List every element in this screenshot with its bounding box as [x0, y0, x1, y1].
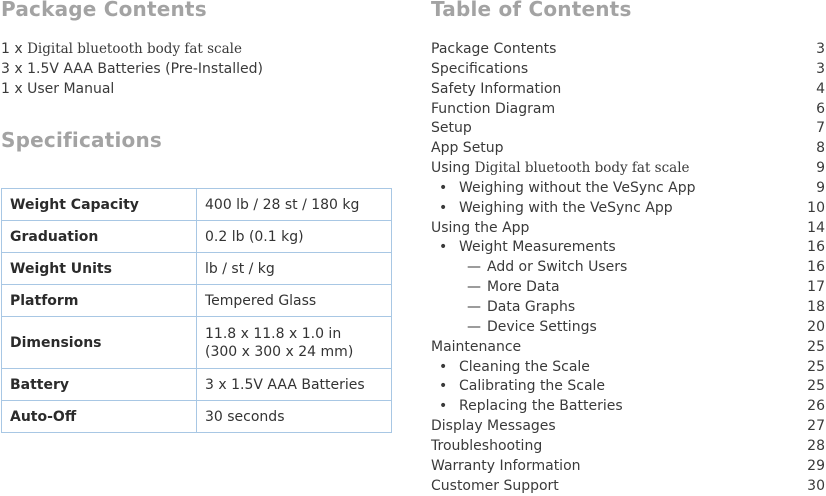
toc-entry[interactable] — [431, 257, 826, 277]
toc-entry-label: Replacing the Batteries — [459, 398, 623, 415]
toc-page-number: 29 — [807, 457, 825, 474]
toc-entry-label: Weight Measurements — [459, 239, 616, 256]
toc-entry[interactable] — [431, 39, 826, 59]
toc-entry[interactable] — [431, 297, 826, 317]
bullet-marker: • — [439, 378, 448, 395]
toc-page-number: 16 — [807, 259, 825, 276]
bullet-marker: • — [439, 179, 448, 196]
toc-entry-label: Safety Information — [431, 80, 562, 97]
toc-page-number: 9 — [816, 179, 825, 196]
bullet-marker: • — [439, 398, 448, 415]
specifications-heading: Specifications — [1, 128, 163, 152]
spec-label: Battery — [2, 369, 197, 401]
toc-entry-label: Display Messages — [431, 418, 556, 435]
package-contents-heading: Package Contents — [1, 0, 207, 21]
spec-label: Graduation — [2, 221, 197, 253]
spec-label: Auto-Off — [2, 401, 197, 433]
spec-value — [197, 317, 392, 369]
package-item-scale — [1, 39, 242, 59]
toc-entry-label: Function Diagram — [431, 100, 556, 117]
toc-entry[interactable] — [431, 118, 826, 138]
toc-page-number: 30 — [807, 477, 825, 494]
toc-page-number: 25 — [807, 338, 825, 355]
bullet-marker: • — [439, 199, 448, 216]
toc-page-number: 20 — [807, 318, 825, 335]
toc-entry-label: More Data — [487, 279, 560, 296]
toc-page-number: 25 — [807, 378, 825, 395]
toc-entry[interactable] — [431, 198, 826, 218]
specifications-table — [1, 188, 392, 433]
spec-value: 30 seconds — [197, 401, 392, 433]
toc-entry[interactable] — [431, 79, 826, 99]
toc-entry-label: Cleaning the Scale — [459, 358, 590, 375]
toc-entry-label: App Setup — [431, 140, 504, 157]
toc-page-number: 9 — [816, 160, 825, 177]
toc-entry-label: Add or Switch Users — [487, 259, 628, 276]
spec-value: Tempered Glass — [197, 285, 392, 317]
dash-marker: — — [467, 298, 481, 315]
table-row — [2, 285, 392, 317]
spec-label: Platform — [2, 285, 197, 317]
table-row — [2, 369, 392, 401]
toc-page-number: 17 — [807, 279, 825, 296]
toc-page-number: 26 — [807, 398, 825, 415]
package-item-batteries: 3 x 1.5V AAA Batteries (Pre-Installed) — [1, 61, 264, 77]
toc-entry[interactable] — [431, 357, 826, 377]
toc-entry-label: Customer Support — [431, 477, 559, 494]
toc-entry-label: Weighing with the VeSync App — [459, 199, 673, 216]
toc-page-number: 3 — [816, 41, 825, 57]
spec-label: Weight Capacity — [2, 189, 197, 221]
toc-entry[interactable] — [431, 277, 826, 297]
toc-entry[interactable] — [431, 218, 826, 238]
dash-marker: — — [467, 259, 481, 276]
toc-entry[interactable] — [431, 237, 826, 257]
spec-value: lb / st / kg — [197, 253, 392, 285]
bullet-marker: • — [439, 358, 448, 375]
table-of-contents-heading: Table of Contents — [431, 0, 632, 21]
table-row — [2, 253, 392, 285]
toc-entry-label: Setup — [431, 120, 472, 137]
toc-entry-label: Maintenance — [431, 338, 522, 355]
spec-value-line: 11.8 x 11.8 x 1.0 in — [205, 325, 342, 342]
spec-label: Dimensions — [2, 317, 197, 369]
toc-entry[interactable] — [431, 59, 826, 79]
toc-entry[interactable] — [431, 456, 826, 476]
toc-page-number: 28 — [807, 437, 825, 454]
package-item-qty: 1 x — [1, 41, 23, 57]
package-item-manual: 1 x User Manual — [1, 81, 115, 97]
toc-entry-label: Warranty Information — [431, 457, 581, 474]
spec-label: Weight Units — [2, 253, 197, 285]
toc-entry-product: Digital bluetooth body fat scale — [474, 160, 690, 177]
spec-value-line: (300 x 300 x 24 mm) — [205, 343, 354, 360]
toc-page-number: 14 — [807, 219, 825, 236]
toc-entry[interactable] — [431, 396, 826, 416]
table-of-contents — [431, 39, 826, 495]
toc-entry-label: Device Settings — [487, 318, 597, 335]
toc-page-number: 25 — [807, 358, 825, 375]
table-row — [2, 401, 392, 433]
spec-value: 0.2 lb (0.1 kg) — [197, 221, 392, 253]
table-row — [2, 221, 392, 253]
toc-entry-prefix: Using — [431, 160, 471, 177]
toc-entry-label — [431, 158, 690, 178]
toc-entry[interactable] — [431, 416, 826, 436]
spec-value: 3 x 1.5V AAA Batteries — [197, 369, 392, 401]
bullet-marker: • — [439, 239, 448, 256]
toc-entry[interactable] — [431, 317, 826, 337]
package-item-text: Digital bluetooth body fat scale — [27, 41, 242, 57]
toc-page-number: 18 — [807, 298, 825, 315]
toc-entry[interactable] — [431, 337, 826, 357]
toc-entry[interactable] — [431, 138, 826, 158]
toc-page-number: 10 — [807, 199, 825, 216]
toc-page-number: 7 — [816, 120, 825, 137]
toc-entry-label: Data Graphs — [487, 298, 576, 315]
toc-entry-label: Troubleshooting — [431, 437, 543, 454]
toc-entry-label: Package Contents — [431, 41, 557, 57]
dash-marker: — — [467, 279, 481, 296]
toc-page-number: 8 — [816, 140, 825, 157]
toc-page-number: 6 — [816, 100, 825, 117]
toc-entry[interactable] — [431, 178, 826, 198]
toc-entry-label: Calibrating the Scale — [459, 378, 606, 395]
toc-entry[interactable] — [431, 376, 826, 396]
toc-page-number: 3 — [816, 60, 825, 77]
toc-entry-label: Using the App — [431, 219, 530, 236]
dash-marker: — — [467, 318, 481, 335]
table-row — [2, 317, 392, 369]
table-row — [2, 189, 392, 221]
toc-entry[interactable] — [431, 99, 826, 119]
toc-entry[interactable] — [431, 436, 826, 456]
toc-entry[interactable] — [431, 476, 826, 496]
toc-page-number: 27 — [807, 418, 825, 435]
toc-entry[interactable] — [431, 158, 826, 178]
toc-entry-label: Specifications — [431, 60, 529, 77]
toc-entry-label: Weighing without the VeSync App — [459, 179, 696, 196]
toc-page-number: 16 — [807, 239, 825, 256]
spec-value: 400 lb / 28 st / 180 kg — [197, 189, 392, 221]
toc-page-number: 4 — [816, 80, 825, 97]
